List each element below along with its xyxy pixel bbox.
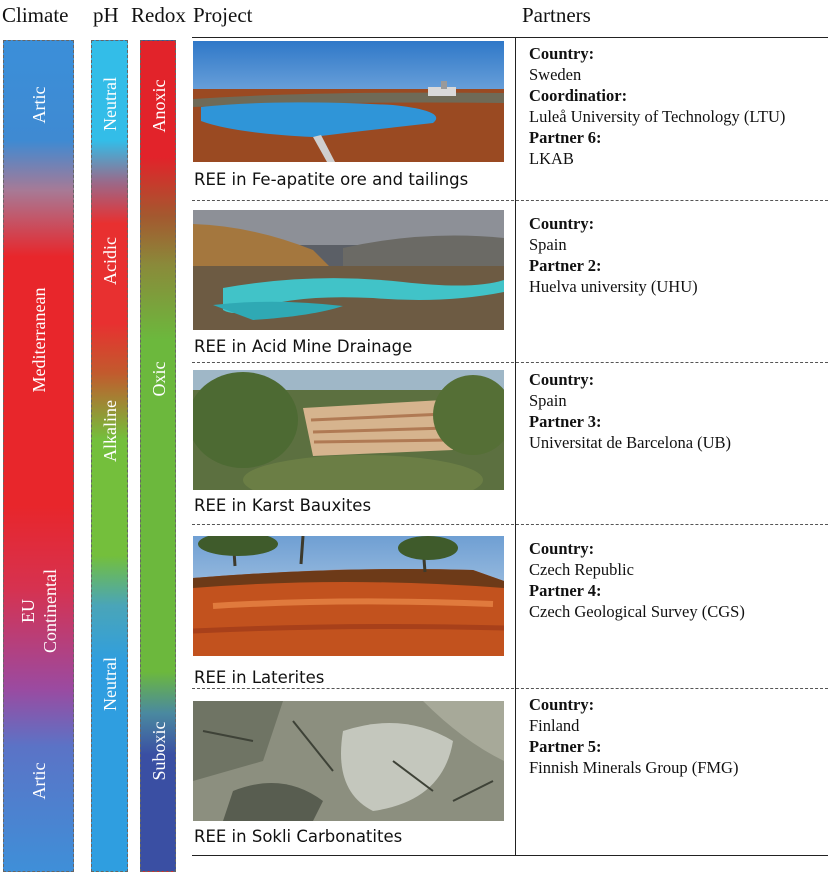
partner-value: Finland: [529, 716, 580, 735]
carbonatite-photo: [193, 701, 504, 821]
partner-key: Country:: [529, 695, 595, 714]
project-caption-laterites: REE in Laterites: [194, 668, 325, 687]
column-divider: [515, 38, 516, 856]
ph-label-acidic: Acidic: [100, 237, 120, 285]
partner-key: Country:: [529, 539, 595, 558]
partner-key: Country:: [529, 370, 595, 389]
partners-spain-huelva: [529, 213, 698, 297]
ph-header: pH: [93, 3, 119, 27]
partner-value: Czech Geological Survey (CGS): [529, 602, 745, 621]
redox-label-suboxic: Suboxic: [149, 721, 169, 781]
partner-value: LKAB: [529, 149, 574, 168]
partners-header: Partners: [522, 3, 591, 27]
climate-header: Climate: [2, 3, 69, 27]
project-caption-fe-apatite: REE in Fe-apatite ore and tailings: [194, 170, 469, 189]
laterite-photo: [193, 536, 504, 656]
row-divider-4: [192, 688, 828, 689]
partner-value: Sweden: [529, 65, 582, 84]
partners-spain-barcelona: [529, 369, 731, 453]
karst-bauxite-photo: [193, 370, 504, 490]
acid-mine-drainage-photo: [193, 210, 504, 330]
partner-key: Partner 2:: [529, 256, 602, 275]
project-caption-karst-bauxites: REE in Karst Bauxites: [194, 496, 372, 515]
climate-label-artic-top: Artic: [29, 86, 49, 124]
partner-value: Czech Republic: [529, 560, 634, 579]
partner-value: Luleå University of Technology (LTU): [529, 107, 786, 126]
row-divider-3: [192, 524, 828, 525]
partner-key: Country:: [529, 214, 595, 233]
climate-label-mediterranean: Mediterranean: [29, 287, 49, 393]
partners-czech: [529, 538, 745, 622]
ph-bar: [91, 40, 128, 872]
climate-bar: [3, 40, 74, 872]
partner-value: Huelva university (UHU): [529, 277, 698, 296]
partner-key: Coordinatior:: [529, 86, 628, 105]
table-top-rule: [192, 37, 828, 38]
project-header: Project: [193, 3, 253, 27]
partner-key: Partner 4:: [529, 581, 602, 600]
redox-bar: [140, 40, 176, 872]
partners-sweden: [529, 43, 785, 169]
ph-label-neutral-bottom: Neutral: [100, 657, 120, 711]
tailings-pond-photo: [193, 41, 504, 162]
ph-label-neutral-top: Neutral: [100, 77, 120, 131]
climate-label-eu-continental: EU Continental: [18, 569, 60, 653]
partner-value: Spain: [529, 235, 567, 254]
partner-key: Partner 5:: [529, 737, 602, 756]
partner-key: Country:: [529, 44, 595, 63]
partner-value: Finnish Minerals Group (FMG): [529, 758, 739, 777]
redox-header: Redox: [131, 3, 186, 27]
row-divider-2: [192, 362, 828, 363]
project-caption-sokli-carbonatites: REE in Sokli Carbonatites: [194, 827, 403, 846]
ph-label-alkaline: Alkaline: [100, 400, 120, 462]
redox-label-anoxic: Anoxic: [149, 79, 169, 133]
partner-value: Spain: [529, 391, 567, 410]
partner-value: Universitat de Barcelona (UB): [529, 433, 732, 452]
project-caption-acid-mine-drainage: REE in Acid Mine Drainage: [194, 337, 413, 356]
table-bottom-rule: [192, 855, 828, 856]
row-divider-1: [192, 200, 828, 201]
redox-label-oxic: Oxic: [149, 361, 169, 397]
partner-key: Partner 3:: [529, 412, 602, 431]
climate-label-artic-bottom: Artic: [29, 762, 49, 800]
partners-finland: [529, 694, 738, 778]
partner-key: Partner 6:: [529, 128, 602, 147]
